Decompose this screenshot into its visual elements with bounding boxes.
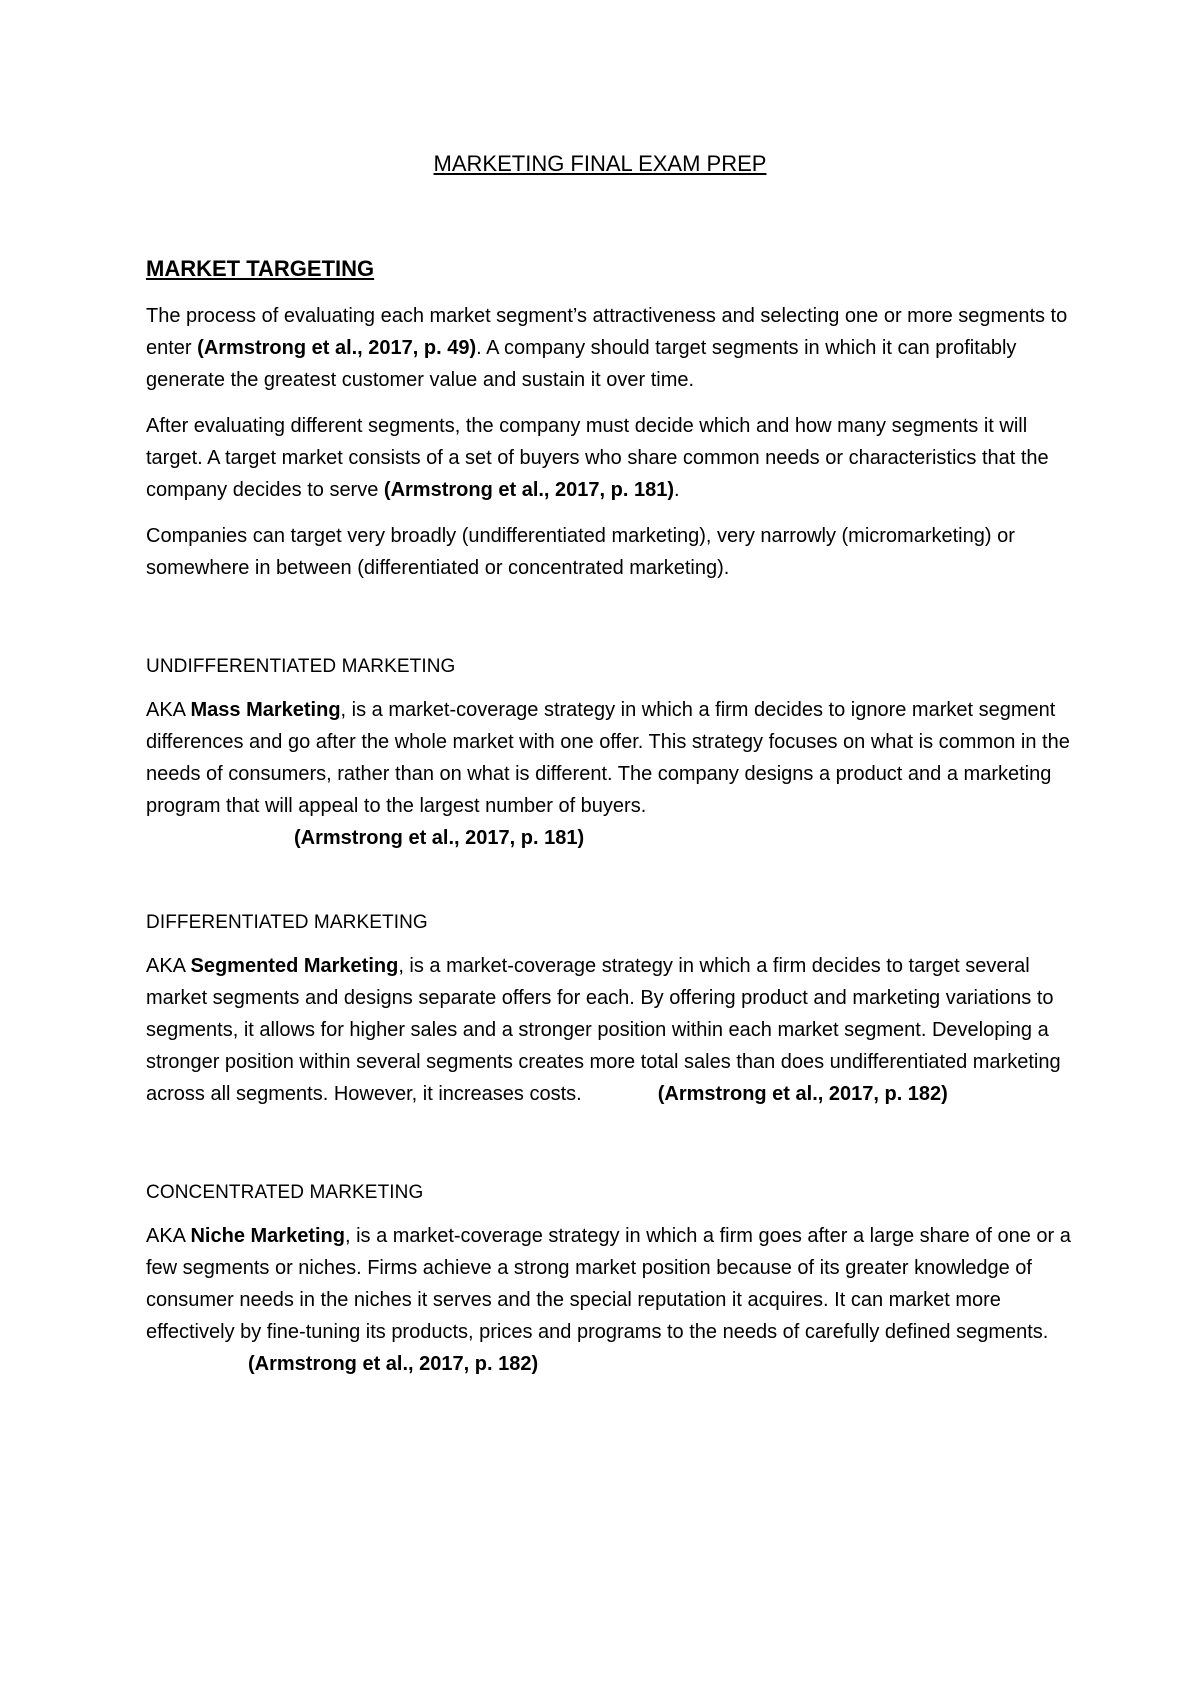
term-mass-marketing: Mass Marketing [190, 699, 341, 721]
aka-label: AKA [146, 955, 191, 977]
section-market-targeting [146, 254, 1076, 584]
citation-line [146, 822, 1076, 854]
paragraph-target-market [146, 410, 1076, 506]
paragraph-targeting-breadth: Companies can target very broadly (undifferentiated marketing), very narrowly (micromarketing) or somewhere in between (differentiated or concentrated marketing). [146, 525, 1015, 579]
paragraph-text: , is a market-coverage strategy in which a firm goes after a large share of one or a few segments or niches. Firms achieve a strong market position because of its greater knowledge of consumer needs in the niches it serves and the special reputation it acquires. It can market more effectively by fine-tuning its products, prices and programs to the needs of carefully defined segments. [146, 1225, 1071, 1343]
citation: (Armstrong et al., 2017, p. 181) [383, 479, 675, 501]
section-differentiated-marketing [146, 908, 1076, 1110]
paragraph-text: . A company should target segments in which it can profitably generate the greatest customer value and sustain it over time. [146, 337, 1017, 391]
section-concentrated-marketing [146, 1178, 1076, 1380]
section-undifferentiated-marketing [146, 652, 1076, 854]
paragraph-concentrated [146, 1220, 1076, 1380]
citation: (Armstrong et al., 2017, p. 182) [657, 1083, 948, 1105]
section-spacer [146, 854, 1076, 908]
term-niche-marketing: Niche Marketing [190, 1225, 345, 1247]
citation: (Armstrong et al., 2017, p. 181) [294, 827, 585, 849]
section-heading-undifferentiated: UNDIFFERENTIATED MARKETING [146, 656, 456, 677]
paragraph-text: , is a market-coverage strategy in which a firm decides to ignore market segment differences and go after the whole market with one offer. This strategy focuses on what is common in the needs of consumers, rather than on what is different. The company designs a product and a marketing program that will appeal to the largest number of buyers. [146, 699, 1070, 817]
section-heading-market-targeting: MARKET TARGETING [146, 256, 375, 281]
section-heading-concentrated: CONCENTRATED MARKETING [146, 1182, 424, 1203]
paragraph-text: After evaluating different segments, the company must decide which and how many segments it will target. A target market consists of a set of buyers who share common needs or characteristics that the company decides to serve [146, 415, 1049, 501]
aka-label: AKA [146, 699, 191, 721]
citation: (Armstrong et al., 2017, p. 49) [197, 337, 477, 359]
page-title: MARKETING FINAL EXAM PREP [433, 151, 767, 176]
paragraph-differentiated [146, 950, 1076, 1110]
paragraph-text: The process of evaluating each market segment’s attractiveness and selecting one or more segments to enter [146, 305, 1068, 359]
citation: (Armstrong et al., 2017, p. 182) [248, 1353, 539, 1375]
paragraph-text: , is a market-coverage strategy in which a firm decides to target several market segments and designs separate offers for each. By offering product and marketing variations to segments, it allows for higher sales and a stronger position within each market segment. Developing a stronger position within several segments creates more total sales than does undifferentiated marketing across all segments. However, it increases costs. [146, 955, 1061, 1105]
term-segmented-marketing: Segmented Marketing [190, 955, 399, 977]
paragraph-targeting-definition [146, 300, 1076, 396]
aka-label: AKA [146, 1225, 191, 1247]
section-spacer [146, 598, 1076, 652]
paragraph-text: . [674, 479, 680, 501]
paragraph-undifferentiated [146, 694, 1076, 822]
section-spacer [146, 1124, 1076, 1178]
document-body [146, 254, 1076, 1394]
section-heading-differentiated: DIFFERENTIATED MARKETING [146, 912, 428, 933]
